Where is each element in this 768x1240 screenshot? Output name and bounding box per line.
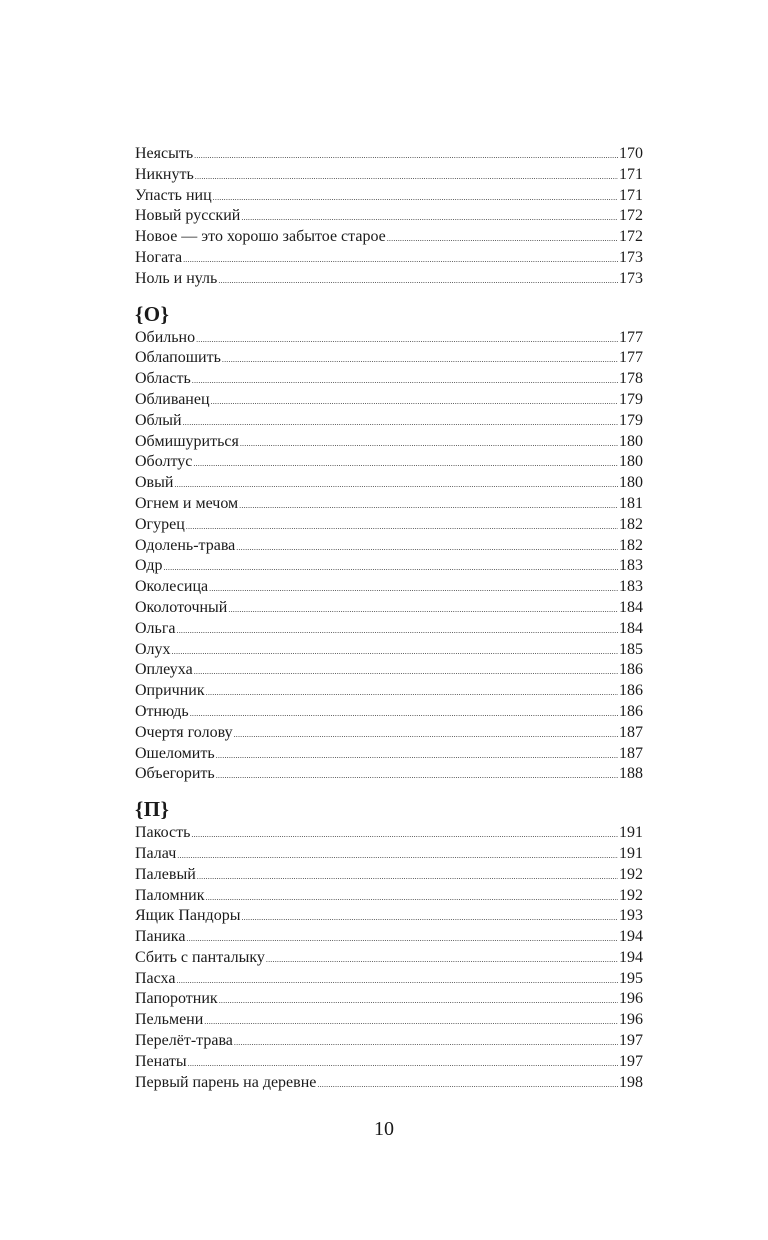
section-letter-heading: {О} (135, 301, 170, 326)
entry-title: Облапошить (135, 349, 221, 367)
entry-page-number: 187 (619, 744, 643, 762)
toc-entry (135, 906, 643, 927)
entry-title: Паломник (135, 886, 205, 904)
dot-leader (186, 517, 618, 538)
toc-entry (135, 823, 643, 844)
dot-leader (240, 434, 618, 455)
entry-page-number: 183 (619, 578, 643, 596)
toc-entry (135, 598, 643, 619)
toc-entry (135, 619, 643, 640)
dot-leader (239, 496, 618, 517)
entry-title: Ольга (135, 619, 176, 637)
toc-entry (135, 681, 643, 702)
entry-title: Пельмени (135, 1011, 204, 1029)
dot-leader (317, 1075, 618, 1096)
dot-leader (266, 950, 618, 971)
dot-leader (218, 271, 618, 292)
entry-page-number: 182 (619, 536, 643, 554)
toc-entry (135, 640, 643, 661)
dot-leader (222, 350, 618, 371)
dot-leader (204, 1012, 618, 1033)
entry-title: Овый (135, 474, 174, 492)
toc-entry (135, 927, 643, 948)
dot-leader (191, 825, 618, 846)
toc-entry (135, 432, 643, 453)
toc-entry (135, 515, 643, 536)
toc-entry (135, 865, 643, 886)
toc-entry (135, 248, 643, 269)
entry-title: Одр (135, 557, 163, 575)
entry-page-number: 192 (619, 886, 643, 904)
entry-title: Папоротник (135, 990, 218, 1008)
entry-page-number: 171 (619, 165, 643, 183)
toc-entry (135, 723, 643, 744)
dot-leader (188, 1054, 618, 1075)
entry-page-number: 194 (619, 928, 643, 946)
entry-title: Ящик Пандоры (135, 907, 241, 925)
dot-leader (206, 888, 619, 909)
entry-title: Никнуть (135, 165, 194, 183)
toc-entry (135, 660, 643, 681)
entry-title: Область (135, 370, 191, 388)
entry-title: Облый (135, 411, 182, 429)
entry-title: Оплеуха (135, 661, 193, 679)
dot-leader (241, 908, 618, 929)
dot-leader (211, 392, 618, 413)
dot-leader (206, 683, 618, 704)
toc-entry (135, 1073, 643, 1094)
entry-page-number: 198 (619, 1073, 643, 1091)
entry-page-number: 184 (619, 598, 643, 616)
dot-leader (193, 454, 618, 475)
toc-entry (135, 452, 643, 473)
dot-leader (183, 250, 618, 271)
table-of-contents (135, 144, 643, 1093)
entry-page-number: 186 (619, 661, 643, 679)
entry-title: Первый парень на деревне (135, 1073, 317, 1091)
entry-title: Ногата (135, 248, 183, 266)
dot-leader (194, 146, 618, 167)
entry-page-number: 171 (619, 186, 643, 204)
toc-entry (135, 536, 643, 557)
entry-title: Олух (135, 640, 171, 658)
entry-title: Очертя голову (135, 723, 233, 741)
entry-title: Оболтус (135, 453, 193, 471)
entry-title: Новый русский (135, 207, 241, 225)
entry-page-number: 187 (619, 723, 643, 741)
dot-leader (228, 600, 618, 621)
toc-entry (135, 473, 643, 494)
entry-page-number: 197 (619, 1032, 643, 1050)
dot-leader (172, 642, 618, 663)
dot-leader (213, 188, 618, 209)
section-letter-heading: {П} (135, 797, 170, 822)
entry-page-number: 186 (619, 702, 643, 720)
toc-entry (135, 886, 643, 907)
dot-leader (387, 229, 618, 250)
toc-entry (135, 165, 643, 186)
entry-page-number: 182 (619, 515, 643, 533)
entry-title: Огурец (135, 515, 185, 533)
toc-section (135, 300, 643, 786)
toc-entry (135, 744, 643, 765)
entry-page-number: 191 (619, 844, 643, 862)
toc-entry (135, 948, 643, 969)
entry-page-number: 181 (619, 494, 643, 512)
entry-page-number: 184 (619, 619, 643, 637)
dot-leader (163, 558, 618, 579)
toc-entry (135, 390, 643, 411)
entry-page-number: 180 (619, 474, 643, 492)
toc-entry (135, 969, 643, 990)
entry-title: Околоточный (135, 598, 228, 616)
dot-leader (186, 929, 618, 950)
toc-entry (135, 369, 643, 390)
toc-entry (135, 328, 643, 349)
entry-page-number: 196 (619, 1011, 643, 1029)
toc-entry (135, 989, 643, 1010)
dot-leader (234, 725, 618, 746)
entry-title: Неясыть (135, 145, 194, 162)
dot-leader (177, 621, 619, 642)
entry-page-number: 191 (619, 824, 643, 842)
entry-title: Отнюдь (135, 702, 189, 720)
entry-page-number: 193 (619, 907, 643, 925)
dot-leader (183, 413, 618, 434)
toc-entry (135, 556, 643, 577)
entry-title: Новое — это хорошо забытое старое (135, 228, 386, 246)
entry-page-number: 179 (619, 390, 643, 408)
entry-page-number: 194 (619, 948, 643, 966)
page-number: 10 (374, 1118, 394, 1140)
entry-title: Обильно (135, 328, 196, 346)
entry-page-number: 177 (619, 349, 643, 367)
toc-entry (135, 144, 643, 165)
toc-entry (135, 702, 643, 723)
dot-leader (209, 579, 618, 600)
toc-entry (135, 844, 643, 865)
entry-title: Палевый (135, 865, 196, 883)
toc-entry (135, 227, 643, 248)
toc-entry (135, 186, 643, 207)
dot-leader (219, 991, 618, 1012)
entry-title: Обливанец (135, 390, 210, 408)
dot-leader (192, 371, 618, 392)
dot-leader (236, 538, 618, 559)
toc-entry (135, 1052, 643, 1073)
entry-title: Сбить с панталыку (135, 948, 265, 966)
dot-leader (195, 167, 618, 188)
dot-leader (216, 766, 618, 787)
entry-page-number: 178 (619, 370, 643, 388)
entry-title: Одолень-трава (135, 536, 236, 554)
toc-entry (135, 348, 643, 369)
entry-title: Пакость (135, 824, 191, 842)
entry-title: Пенаты (135, 1052, 187, 1070)
toc-entry (135, 411, 643, 432)
dot-leader (194, 662, 618, 683)
toc-entry (135, 764, 643, 785)
entry-page-number: 177 (619, 328, 643, 346)
entry-title: Ноль и нуль (135, 269, 218, 287)
toc-entry (135, 1031, 643, 1052)
entry-title: Обмишуриться (135, 432, 239, 450)
entry-title: Пасха (135, 969, 176, 987)
dot-leader (234, 1033, 618, 1054)
entry-page-number: 185 (619, 640, 643, 658)
toc-entry (135, 494, 643, 515)
entry-title: Ошеломить (135, 744, 215, 762)
entry-page-number: 172 (619, 228, 643, 246)
dot-leader (176, 971, 618, 992)
dot-leader (196, 330, 618, 351)
entry-page-number: 192 (619, 865, 643, 883)
entry-page-number: 180 (619, 453, 643, 471)
entry-page-number: 183 (619, 557, 643, 575)
dot-leader (174, 475, 618, 496)
entry-page-number: 180 (619, 432, 643, 450)
entry-title: Упасть ниц (135, 186, 212, 204)
entry-page-number: 173 (619, 248, 643, 266)
entry-page-number: 179 (619, 411, 643, 429)
entry-page-number: 188 (619, 765, 643, 783)
entry-page-number: 170 (619, 145, 643, 162)
dot-leader (190, 704, 618, 725)
dot-leader (241, 208, 618, 229)
toc-entry (135, 577, 643, 598)
entry-page-number: 195 (619, 969, 643, 987)
entry-page-number: 186 (619, 682, 643, 700)
toc-entry (135, 1010, 643, 1031)
dot-leader (216, 746, 618, 767)
entry-page-number: 173 (619, 269, 643, 287)
toc-section (135, 795, 643, 1093)
dot-leader (197, 867, 618, 888)
entry-title: Перелёт-трава (135, 1032, 233, 1050)
entry-title: Объегорить (135, 765, 215, 783)
dot-leader (177, 846, 618, 867)
entry-title: Паника (135, 928, 186, 946)
entry-title: Огнем и мечом (135, 494, 239, 512)
toc-section (135, 144, 643, 290)
entry-title: Палач (135, 844, 177, 862)
toc-entry (135, 269, 643, 290)
entry-title: Околесица (135, 578, 209, 596)
entry-page-number: 172 (619, 207, 643, 225)
toc-entry (135, 206, 643, 227)
entry-page-number: 196 (619, 990, 643, 1008)
entry-title: Опричник (135, 682, 205, 700)
entry-page-number: 197 (619, 1052, 643, 1070)
